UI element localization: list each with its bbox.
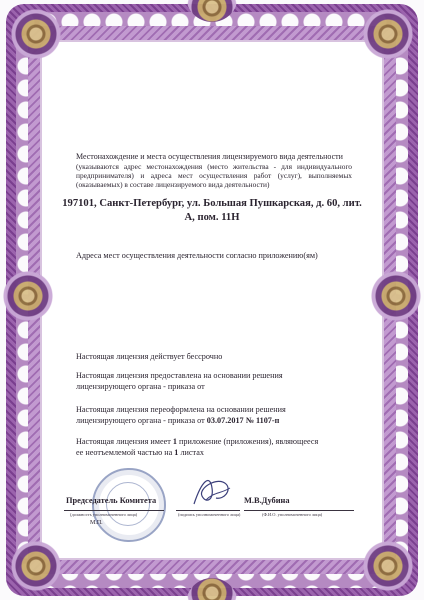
signatory-position: Председатель Комитета [66,496,157,505]
license-address: 197101, Санкт-Петербург, ул. Большая Пушкарская, д. 60, лит. А, пом. 11Н [62,198,362,223]
caption-position: (должность уполномоченного лица) [70,512,138,517]
signature-line [176,510,240,511]
location-intro: Местонахождение и места осуществления лицензируемого вида деятельности [76,152,343,161]
attachment-line2-prefix: ее неотъемлемой частью на [76,448,173,457]
attachment-line2-suffix: листах [180,448,204,457]
places-of-activity: Адреса мест осуществления деятельности согласно приложению(ям) [76,251,318,260]
attachment-line2 [76,447,356,458]
signatory-name: М.В.Дубина [244,496,290,505]
reissue-number-sign: № [245,416,254,425]
validity-statement: Настоящая лицензия действует бессрочно [76,352,223,361]
reissue-line2-prefix: лицензирующего органа - приказа от [76,416,205,425]
handwritten-signature-icon [188,470,236,510]
reissue-line1: Настоящая лицензия переоформлена на основании решения [76,405,286,414]
basis-line1: Настоящая лицензия предоставлена на основании решения [76,371,283,380]
attachment-block [76,436,356,458]
corner-ornament-icon [362,540,414,592]
position-line [64,510,164,511]
reissue-line2 [76,415,352,426]
basis-block [76,370,352,392]
attachment-suffix: приложение (приложения), являющееся [179,437,319,446]
basis-line2: лицензирующего органа - приказа от [76,382,205,391]
attachment-prefix: Настоящая лицензия имеет [76,437,171,446]
side-ornament-icon [370,270,422,322]
reissue-date: 03.07.2017 [206,416,244,425]
caption-signature: (подпись уполномоченного лица) [178,512,241,517]
corner-ornament-icon [10,8,62,60]
fio-line [244,510,354,511]
corner-ornament-icon [362,8,414,60]
attachment-sheets: 1 [174,448,179,457]
stamp-place-mark: М.П. [90,520,103,526]
reissue-number: 1107-п [255,416,280,425]
attachment-count: 1 [172,437,177,446]
attachment-line1 [76,436,356,447]
caption-fio: (Ф.И.О. уполномоченного лица) [262,512,323,517]
location-note: (указываются адрес местонахождения (место жительства - для индивидуального предпринимателя) и адреса мест осуществления работ (услуг), выполняемых (оказываемых) в составе лицензируемого вида деятельности) [76,162,352,189]
official-seal-icon [92,468,166,542]
reissue-block [76,404,352,426]
corner-ornament-icon [10,540,62,592]
location-block [76,152,352,189]
side-ornament-icon [2,270,54,322]
